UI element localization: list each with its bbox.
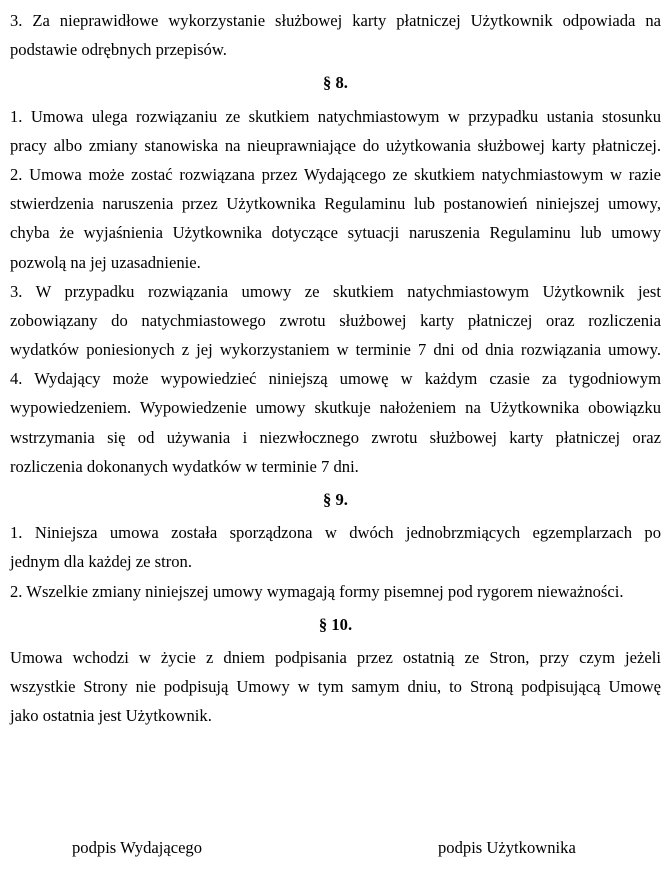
text-line: 3. Za nieprawidłowe wykorzystanie służbowej karty płatniczej Użytkownik odpowiada na [10, 11, 661, 30]
text-line: pracy albo zmiany stanowiska na nieuprawniające do użytkowania służbowej karty płatniczej. [10, 135, 661, 155]
text-line: wszystkie Strony nie podpisują Umowy w tym samym dniu, to Stroną podpisującą Umowę [10, 677, 661, 697]
text-line: wydatków poniesionych z jej wykorzystaniem w terminie 7 dni od dnia rozwiązania umowy. [10, 340, 661, 360]
paragraph-8-2 [10, 160, 661, 277]
paragraph-8-3 [10, 277, 661, 365]
text-line: 4. Wydający może wypowiedzieć niniejszą umowę w każdym czasie za tygodniowym [10, 369, 661, 389]
text-line: Umowa wchodzi w życie z dniem podpisania przez ostatnią ze Stron, przy czym jeżeli [10, 647, 661, 667]
text-line: podstawie odrębnych przepisów. [10, 40, 227, 60]
text-line: wstrzymania się od używania i niezwłocznego zwrotu służbowej karty płatniczej oraz [10, 427, 661, 447]
paragraph-7-3 [10, 6, 661, 64]
text-line: pozwolą na jej uzasadnienie. [10, 252, 201, 272]
text-line: 1. Niniejsza umowa została sporządzona w dwóch jednobrzmiących egzemplarzach po [10, 523, 661, 543]
paragraph-8-4 [10, 364, 661, 481]
text-line: stwierdzenia naruszenia przez Użytkownika Regulaminu lub postanowień niniejszej umowy, [10, 194, 661, 214]
section-heading-8: § 8. [323, 73, 348, 93]
text-line: rozliczenia dokonanych wydatków w terminie 7 dni. [10, 456, 359, 476]
section-heading-9: § 9. [323, 490, 348, 509]
paragraph-9-1 [10, 518, 661, 576]
text-line: zobowiązany do natychmiastowego zwrotu służbowej karty płatniczej oraz rozliczenia [10, 310, 661, 330]
text-line: wypowiedzeniem. Wypowiedzenie umowy skutkuje nałożeniem na Użytkownika obowiązku [10, 398, 661, 418]
text-line: 1. Umowa ulega rozwiązaniu ze skutkiem natychmiastowym w przypadku ustania stosunku [10, 106, 661, 126]
text-line: 2. Wszelkie zmiany niniejszej umowy wymagają formy pisemnej pod rygorem nieważności. [10, 581, 624, 601]
paragraph-8-1 [10, 102, 661, 160]
section-heading-10: § 10. [318, 614, 353, 634]
document-page [10, 6, 661, 731]
paragraph-9-2 [10, 577, 661, 606]
text-line: jako ostatnia jest Użytkownik. [10, 706, 212, 726]
signature-label-issuer: podpis Wydającego [72, 838, 203, 857]
text-line: 3. W przypadku rozwiązania umowy ze skutkiem natychmiastowym Użytkownik jest [10, 281, 661, 301]
paragraph-10-1 [10, 643, 661, 731]
text-line: jednym dla każdej ze stron. [10, 552, 193, 572]
text-line: chyba że wyjaśnienia Użytkownika dotyczące sytuacji naruszenia Regulaminu lub umowy [10, 223, 661, 243]
signature-label-user: podpis Użytkownika [438, 838, 576, 857]
text-line: 2. Umowa może zostać rozwiązana przez Wydającego ze skutkiem natychmiastowym w razie [10, 164, 661, 184]
